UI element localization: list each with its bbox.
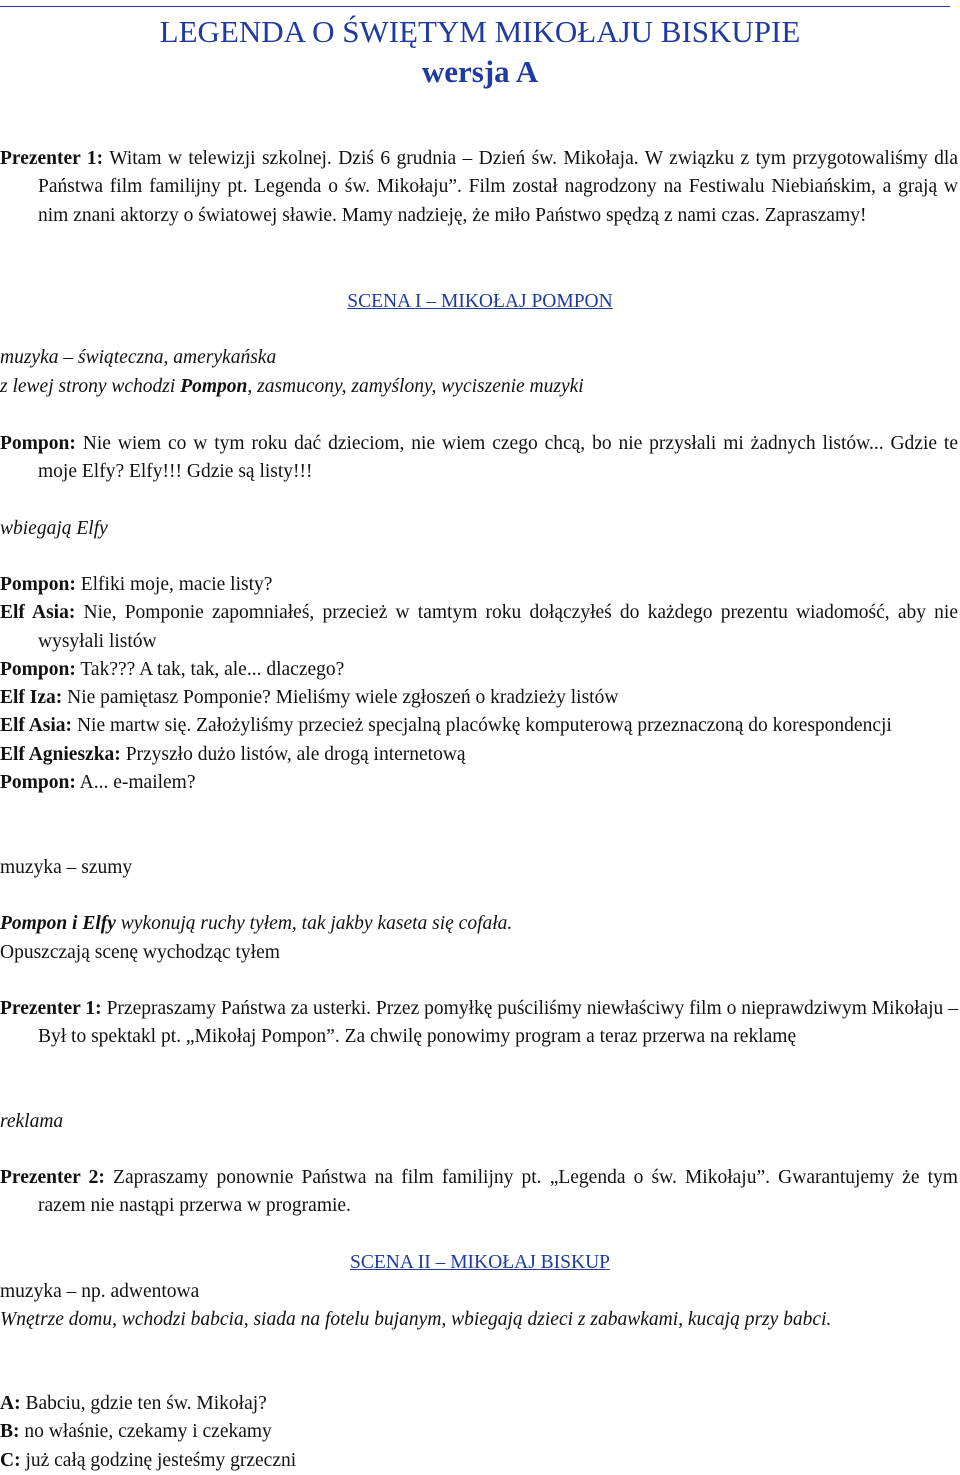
dialogue-line (0, 571, 958, 599)
scene2-heading: SCENA II – MIKOŁAJ BISKUP (349, 1252, 611, 1273)
dialogue-line (0, 741, 958, 769)
music-direction: muzyka – szumy (0, 857, 133, 878)
speech-text: Przyszło dużo listów, ale drogą internetową (120, 743, 466, 765)
speech-text: A... e-mailem? (75, 772, 196, 794)
speaker-label: Elf Iza: (0, 687, 63, 709)
dialogue-line (0, 599, 958, 656)
dialogue-list (0, 1390, 958, 1475)
speaker-label: Pompon: (0, 433, 76, 454)
speech-text: Nie, Pomponie zapomniałeś, przecież w tamtym roku dołączyłeś do każdego prezentu wiadomość, aby nie wysyłali listów (38, 602, 958, 652)
top-rule (0, 6, 950, 7)
music-direction: muzyka – np. adwentowa (0, 1281, 200, 1302)
speaker-label: Elf Agnieszka: (0, 743, 121, 765)
dialogue-line (0, 1447, 958, 1475)
speech-text: Babciu, gdzie ten św. Mikołaj? (20, 1393, 267, 1414)
document-subtitle: wersja A (421, 54, 539, 89)
ad-direction: reklama (0, 1111, 64, 1132)
speech-text: Tak??? A tak, tak, ale... dlaczego? (75, 658, 345, 680)
speech-text: Witam w telewizji szkolnej. Dziś 6 grudnia – Dzień św. Mikołaja. W związku z tym przygotowaliśmy dla Państwa film familijny pt. Legenda o św. Mikołaju”. Film został nagrodzony na Festiwalu Niebiańskim, a grają w nim znani aktorzy o światowej sławie. Mamy nadzieję, że miło Państwo spędzą z nami czas. Zapraszamy! (38, 148, 958, 226)
scene1-heading: SCENA I – MIKOŁAJ POMPON (347, 291, 613, 312)
speech-text: już całą godzinę jesteśmy grzeczni (20, 1449, 297, 1471)
dialogue-line (0, 769, 958, 797)
stage-direction: wbiegają Elfy (0, 518, 108, 539)
character-name: Pompon i Elfy (0, 913, 116, 934)
intro-paragraph (0, 145, 958, 230)
speech-text: no właśnie, czekamy i czekamy (19, 1421, 272, 1443)
speaker-label: A: (0, 1393, 21, 1414)
dialogue-line (0, 1390, 958, 1418)
document-title: LEGENDA O ŚWIĘTYM MIKOŁAJU BISKUPIE (159, 14, 801, 49)
dialogue-line (0, 712, 958, 740)
dialogue-line (0, 430, 958, 487)
dialogue-line (0, 1418, 958, 1446)
speech-text: Nie pamiętasz Pomponie? Mieliśmy wiele zgłoszeń o kradzieży listów (62, 687, 619, 709)
speaker-label: B: (0, 1421, 20, 1443)
music-direction: muzyka – świąteczna, amerykańska (0, 347, 277, 368)
dialogue-line (0, 684, 958, 712)
speech-text: Zapraszamy ponownie Państwa na film familijny pt. „Legenda o św. Mikołaju”. Gwarantujemy że tym razem nie nastąpi przerwa w programie. (38, 1167, 958, 1217)
presenter1-paragraph (0, 995, 958, 1052)
speaker-label: Prezenter 2: (0, 1167, 105, 1188)
speech-text: Nie martw się. Założyliśmy przecież specjalną placówkę komputerową przeznaczoną do korespondencji (72, 715, 892, 737)
speaker-label: Prezenter 1: (0, 148, 104, 169)
speaker-label: Elf Asia: (0, 715, 73, 737)
stage-direction: Wnętrze domu, wchodzi babcia, siada na fotelu bujanym, wbiegają dzieci z zabawkami, kucają przy babci. (0, 1309, 832, 1330)
speaker-label: Pompon: (0, 772, 76, 794)
presenter2-paragraph (0, 1164, 958, 1221)
speaker-label: Pompon: (0, 658, 76, 680)
character-name: Pompon (180, 376, 248, 397)
speaker-label: Pompon: (0, 574, 76, 595)
speaker-label: Prezenter 1: (0, 998, 102, 1019)
dialogue-list (0, 571, 958, 797)
speaker-label: C: (0, 1449, 21, 1471)
dialogue-line (0, 656, 958, 684)
stage-direction: z lewej strony wchodzi Pompon, zasmucony, zamyślony, wyciszenie muzyki (0, 376, 584, 397)
speech-text: Nie wiem co w tym roku dać dzieciom, nie wiem czego chcą, bo nie przysłali mi żadnych listów... Gdzie te moje Elfy? Elfy!!! Gdzie są listy!!! (38, 433, 958, 483)
stage-direction: Opuszczają scenę wychodząc tyłem (0, 942, 280, 963)
speaker-label: Elf Asia: (0, 602, 76, 624)
speech-text: Przepraszamy Państwa za usterki. Przez pomyłkę puściliśmy niewłaściwy film o nieprawdziwym Mikołaju – Był to spektakl pt. „Mikołaj Pompon”. Za chwilę ponowimy program a teraz przerwa na reklamę (38, 998, 958, 1048)
stage-direction: Pompon i Elfy wykonują ruchy tyłem, tak jakby kaseta się cofała. (0, 913, 513, 934)
speech-text: Elfiki moje, macie listy? (75, 574, 273, 595)
